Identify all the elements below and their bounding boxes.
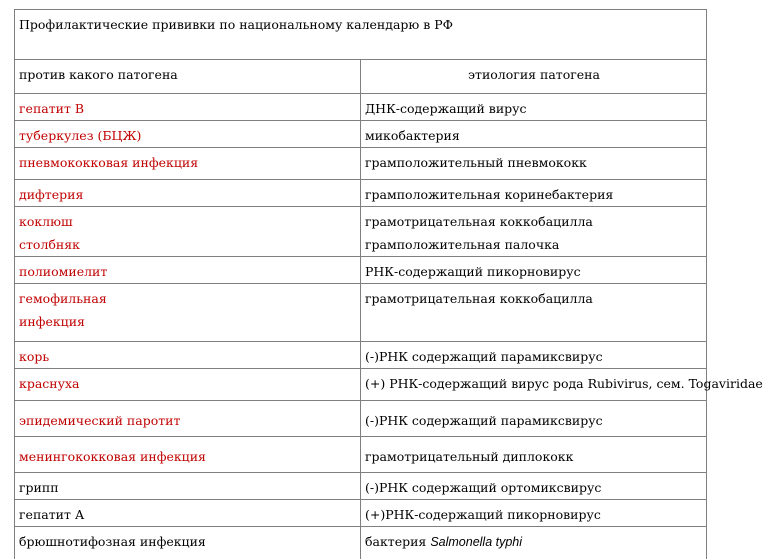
table-row <box>15 284 707 342</box>
etiology-line: грамотрицательная коккобацилла <box>365 214 593 229</box>
pathogen-line: коклюш <box>19 214 73 229</box>
header-etiology: этиология патогена <box>361 60 707 94</box>
pathogen-cell <box>15 284 361 342</box>
pathogen-line: инфекция <box>19 314 85 329</box>
etiology-line: грамположительная палочка <box>365 237 560 252</box>
table-row <box>15 180 707 207</box>
table-row <box>15 500 707 527</box>
pathogen-cell: корь <box>15 342 361 369</box>
table-row <box>15 257 707 284</box>
pathogen-cell: менингококковая инфекция <box>15 437 361 473</box>
pathogen-cell: эпидемический паротит <box>15 401 361 437</box>
table-row <box>15 401 707 437</box>
table-row <box>15 437 707 473</box>
etiology-cell: РНК-содержащий пикорновирус <box>361 257 707 284</box>
table-row <box>15 369 707 401</box>
pathogen-cell: грипп <box>15 473 361 500</box>
pathogen-cell <box>15 207 361 257</box>
etiology-prefix: бактерия <box>365 534 427 549</box>
species-name: Salmonella typhi <box>430 535 523 549</box>
etiology-cell: (-)РНК содержащий парамиксвирус <box>361 342 707 369</box>
etiology-cell: микобактерия <box>361 121 707 148</box>
table-row <box>15 473 707 500</box>
etiology-cell: (-)РНК содержащий ортомиксвирус <box>361 473 707 500</box>
pathogen-cell: гепатит В <box>15 94 361 121</box>
pathogen-cell: краснуха <box>15 369 361 401</box>
table-row <box>15 527 707 559</box>
etiology-cell: (+) РНК-содержащий вирус рода Rubivirus, сем. Togaviridae <box>361 369 707 401</box>
table-title: Профилактические прививки по национальному календарю в РФ <box>15 10 707 60</box>
etiology-cell <box>361 527 707 559</box>
pathogen-cell: дифтерия <box>15 180 361 207</box>
etiology-cell: ДНК-содержащий вирус <box>361 94 707 121</box>
vaccination-table <box>14 9 763 559</box>
etiology-cell: грамотрицательный диплококк <box>361 437 707 473</box>
etiology-cell: (-)РНК содержащий парамиксвирус <box>361 401 707 437</box>
pathogen-line: столбняк <box>19 237 80 252</box>
table-row <box>15 121 707 148</box>
header-pathogen: против какого патогена <box>15 60 361 94</box>
pathogen-cell: гепатит А <box>15 500 361 527</box>
pathogen-line: гемофильная <box>19 291 107 306</box>
table-row <box>15 207 707 257</box>
etiology-cell: грамположительная коринебактерия <box>361 180 707 207</box>
etiology-cell: грамотрицательная коккобацилла <box>361 284 707 342</box>
table-row <box>15 94 707 121</box>
pathogen-cell: пневмококковая инфекция <box>15 148 361 180</box>
etiology-cell: (+)РНК-содержащий пикорновирус <box>361 500 707 527</box>
etiology-cell: грамположительный пневмококк <box>361 148 707 180</box>
table-row <box>15 342 707 369</box>
title-row <box>15 10 707 60</box>
pathogen-cell: полиомиелит <box>15 257 361 284</box>
header-row <box>15 60 707 94</box>
pathogen-cell: туберкулез (БЦЖ) <box>15 121 361 148</box>
pathogen-cell: брюшнотифозная инфекция <box>15 527 361 559</box>
etiology-cell <box>361 207 707 257</box>
table-row <box>15 148 707 180</box>
